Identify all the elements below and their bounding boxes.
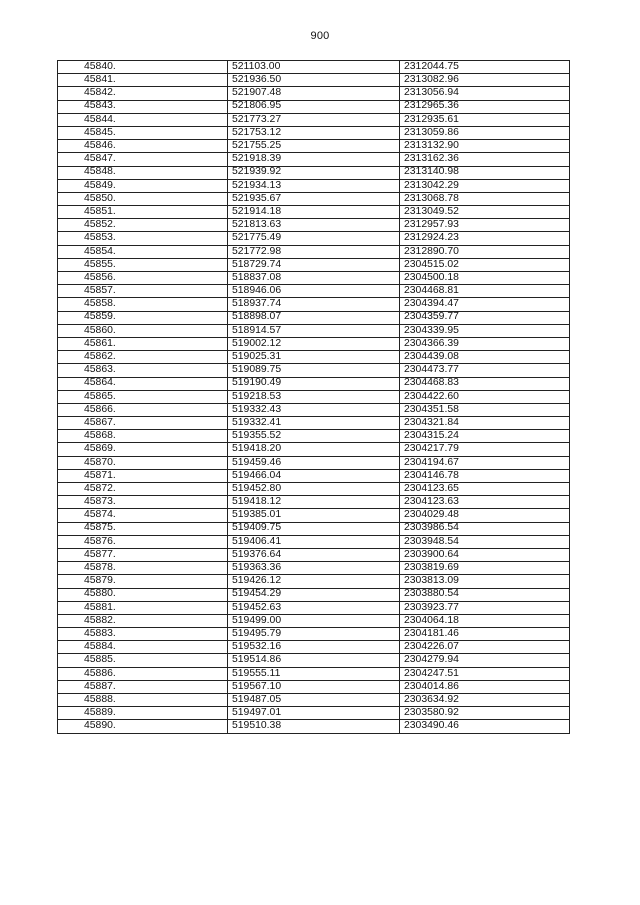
easting-cell: 519355.52	[228, 430, 400, 443]
northing-cell: 2304468.83	[400, 377, 570, 390]
northing-cell: 2303490.46	[400, 720, 570, 733]
northing-cell: 2304339.95	[400, 324, 570, 337]
northing-cell: 2313042.29	[400, 179, 570, 192]
point-number-cell: 45878.	[58, 562, 228, 575]
northing-cell: 2303813.09	[400, 575, 570, 588]
easting-cell: 521753.12	[228, 126, 400, 139]
easting-cell: 519332.43	[228, 403, 400, 416]
northing-cell: 2303986.54	[400, 522, 570, 535]
table-row	[58, 377, 570, 390]
table-row	[58, 614, 570, 627]
northing-cell: 2313140.98	[400, 166, 570, 179]
northing-cell: 2304181.46	[400, 628, 570, 641]
table-row	[58, 74, 570, 87]
table-row	[58, 522, 570, 535]
easting-cell: 519332.41	[228, 417, 400, 430]
point-number-cell: 45871.	[58, 469, 228, 482]
easting-cell: 519418.12	[228, 496, 400, 509]
easting-cell: 521936.50	[228, 74, 400, 87]
table-row	[58, 153, 570, 166]
easting-cell: 521918.39	[228, 153, 400, 166]
easting-cell: 521775.49	[228, 232, 400, 245]
point-number-cell: 45842.	[58, 87, 228, 100]
easting-cell: 519497.01	[228, 707, 400, 720]
point-number-cell: 45864.	[58, 377, 228, 390]
point-number-cell: 45851.	[58, 206, 228, 219]
point-number-cell: 45852.	[58, 219, 228, 232]
point-number-cell: 45847.	[58, 153, 228, 166]
easting-cell: 519452.80	[228, 483, 400, 496]
easting-cell: 519190.49	[228, 377, 400, 390]
point-number-cell: 45848.	[58, 166, 228, 179]
northing-cell: 2303580.92	[400, 707, 570, 720]
table-row	[58, 707, 570, 720]
northing-cell: 2313049.52	[400, 206, 570, 219]
northing-cell: 2304351.58	[400, 403, 570, 416]
point-number-cell: 45885.	[58, 654, 228, 667]
northing-cell: 2304226.07	[400, 641, 570, 654]
table-row	[58, 179, 570, 192]
northing-cell: 2303923.77	[400, 601, 570, 614]
point-number-cell: 45843.	[58, 100, 228, 113]
point-number-cell: 45862.	[58, 351, 228, 364]
table-row	[58, 443, 570, 456]
northing-cell: 2304473.77	[400, 364, 570, 377]
table-row	[58, 351, 570, 364]
table-row	[58, 667, 570, 680]
northing-cell: 2304146.78	[400, 469, 570, 482]
easting-cell: 521773.27	[228, 113, 400, 126]
point-number-cell: 45844.	[58, 113, 228, 126]
table-row	[58, 680, 570, 693]
easting-cell: 519406.41	[228, 535, 400, 548]
point-number-cell: 45854.	[58, 245, 228, 258]
point-number-cell: 45868.	[58, 430, 228, 443]
table-row	[58, 628, 570, 641]
easting-cell: 519452.63	[228, 601, 400, 614]
northing-cell: 2313059.86	[400, 126, 570, 139]
point-number-cell: 45888.	[58, 694, 228, 707]
coordinates-table	[57, 60, 570, 734]
point-number-cell: 45865.	[58, 390, 228, 403]
easting-cell: 519454.29	[228, 588, 400, 601]
easting-cell: 519499.00	[228, 614, 400, 627]
easting-cell: 518898.07	[228, 311, 400, 324]
table-row	[58, 535, 570, 548]
northing-cell: 2303948.54	[400, 535, 570, 548]
table-row	[58, 390, 570, 403]
northing-cell: 2304279.94	[400, 654, 570, 667]
northing-cell: 2312935.61	[400, 113, 570, 126]
point-number-cell: 45890.	[58, 720, 228, 733]
easting-cell: 521755.25	[228, 140, 400, 153]
easting-cell: 521813.63	[228, 219, 400, 232]
table-row	[58, 654, 570, 667]
table-row	[58, 100, 570, 113]
northing-cell: 2304515.02	[400, 258, 570, 271]
easting-cell: 518837.08	[228, 272, 400, 285]
point-number-cell: 45886.	[58, 667, 228, 680]
northing-cell: 2312890.70	[400, 245, 570, 258]
northing-cell: 2304500.18	[400, 272, 570, 285]
northing-cell: 2304247.51	[400, 667, 570, 680]
northing-cell: 2304422.60	[400, 390, 570, 403]
table-row	[58, 575, 570, 588]
northing-cell: 2304394.47	[400, 298, 570, 311]
table-row	[58, 87, 570, 100]
table-row	[58, 601, 570, 614]
table-row	[58, 272, 570, 285]
northing-cell: 2304217.79	[400, 443, 570, 456]
table-row	[58, 720, 570, 733]
point-number-cell: 45855.	[58, 258, 228, 271]
easting-cell: 521907.48	[228, 87, 400, 100]
easting-cell: 518729.74	[228, 258, 400, 271]
point-number-cell: 45866.	[58, 403, 228, 416]
table-row	[58, 483, 570, 496]
table-row	[58, 641, 570, 654]
northing-cell: 2303819.69	[400, 562, 570, 575]
easting-cell: 519426.12	[228, 575, 400, 588]
easting-cell: 519376.64	[228, 548, 400, 561]
table-row	[58, 311, 570, 324]
table-row	[58, 430, 570, 443]
point-number-cell: 45853.	[58, 232, 228, 245]
easting-cell: 521935.67	[228, 192, 400, 205]
point-number-cell: 45874.	[58, 509, 228, 522]
point-number-cell: 45883.	[58, 628, 228, 641]
table-row	[58, 588, 570, 601]
coordinates-table-body	[58, 61, 570, 734]
point-number-cell: 45882.	[58, 614, 228, 627]
easting-cell: 519385.01	[228, 509, 400, 522]
easting-cell: 519532.16	[228, 641, 400, 654]
table-row	[58, 496, 570, 509]
table-row	[58, 285, 570, 298]
easting-cell: 521914.18	[228, 206, 400, 219]
easting-cell: 519495.79	[228, 628, 400, 641]
northing-cell: 2313162.36	[400, 153, 570, 166]
point-number-cell: 45863.	[58, 364, 228, 377]
easting-cell: 519089.75	[228, 364, 400, 377]
table-row	[58, 337, 570, 350]
easting-cell: 521934.13	[228, 179, 400, 192]
table-row	[58, 206, 570, 219]
point-number-cell: 45846.	[58, 140, 228, 153]
northing-cell: 2312044.75	[400, 61, 570, 74]
table-row	[58, 61, 570, 74]
northing-cell: 2312924.23	[400, 232, 570, 245]
easting-cell: 519555.11	[228, 667, 400, 680]
easting-cell: 519363.36	[228, 562, 400, 575]
northing-cell: 2304366.39	[400, 337, 570, 350]
table-row	[58, 192, 570, 205]
point-number-cell: 45884.	[58, 641, 228, 654]
northing-cell: 2303900.64	[400, 548, 570, 561]
northing-cell: 2304194.67	[400, 456, 570, 469]
northing-cell: 2304123.65	[400, 483, 570, 496]
point-number-cell: 45889.	[58, 707, 228, 720]
point-number-cell: 45870.	[58, 456, 228, 469]
table-row	[58, 219, 570, 232]
easting-cell: 519002.12	[228, 337, 400, 350]
table-row	[58, 548, 570, 561]
northing-cell: 2304064.18	[400, 614, 570, 627]
table-row	[58, 403, 570, 416]
table-row	[58, 126, 570, 139]
northing-cell: 2313082.96	[400, 74, 570, 87]
easting-cell: 519218.53	[228, 390, 400, 403]
easting-cell: 519466.04	[228, 469, 400, 482]
easting-cell: 519459.46	[228, 456, 400, 469]
point-number-cell: 45881.	[58, 601, 228, 614]
table-row	[58, 113, 570, 126]
easting-cell: 519567.10	[228, 680, 400, 693]
point-number-cell: 45858.	[58, 298, 228, 311]
point-number-cell: 45880.	[58, 588, 228, 601]
easting-cell: 519025.31	[228, 351, 400, 364]
table-row	[58, 509, 570, 522]
table-row	[58, 232, 570, 245]
easting-cell: 521772.98	[228, 245, 400, 258]
table-row	[58, 469, 570, 482]
northing-cell: 2304439.08	[400, 351, 570, 364]
easting-cell: 519487.05	[228, 694, 400, 707]
northing-cell: 2313056.94	[400, 87, 570, 100]
northing-cell: 2312957.93	[400, 219, 570, 232]
point-number-cell: 45869.	[58, 443, 228, 456]
northing-cell: 2303634.92	[400, 694, 570, 707]
point-number-cell: 45887.	[58, 680, 228, 693]
northing-cell: 2304321.84	[400, 417, 570, 430]
table-row	[58, 456, 570, 469]
point-number-cell: 45860.	[58, 324, 228, 337]
point-number-cell: 45841.	[58, 74, 228, 87]
northing-cell: 2304014.86	[400, 680, 570, 693]
northing-cell: 2304029.48	[400, 509, 570, 522]
northing-cell: 2312965.36	[400, 100, 570, 113]
northing-cell: 2304315.24	[400, 430, 570, 443]
point-number-cell: 45876.	[58, 535, 228, 548]
table-row	[58, 417, 570, 430]
point-number-cell: 45879.	[58, 575, 228, 588]
table-row	[58, 245, 570, 258]
northing-cell: 2304123.63	[400, 496, 570, 509]
northing-cell: 2313068.78	[400, 192, 570, 205]
northing-cell: 2303880.54	[400, 588, 570, 601]
easting-cell: 521103.00	[228, 61, 400, 74]
table-row	[58, 364, 570, 377]
easting-cell: 518914.57	[228, 324, 400, 337]
table-row	[58, 324, 570, 337]
easting-cell: 518946.06	[228, 285, 400, 298]
point-number-cell: 45872.	[58, 483, 228, 496]
point-number-cell: 45859.	[58, 311, 228, 324]
point-number-cell: 45867.	[58, 417, 228, 430]
point-number-cell: 45873.	[58, 496, 228, 509]
point-number-cell: 45849.	[58, 179, 228, 192]
easting-cell: 521939.92	[228, 166, 400, 179]
easting-cell: 518937.74	[228, 298, 400, 311]
easting-cell: 519418.20	[228, 443, 400, 456]
table-row	[58, 694, 570, 707]
easting-cell: 521806.95	[228, 100, 400, 113]
northing-cell: 2304468.81	[400, 285, 570, 298]
table-row	[58, 298, 570, 311]
point-number-cell: 45861.	[58, 337, 228, 350]
easting-cell: 519409.75	[228, 522, 400, 535]
point-number-cell: 45856.	[58, 272, 228, 285]
northing-cell: 2313132.90	[400, 140, 570, 153]
easting-cell: 519514.86	[228, 654, 400, 667]
point-number-cell: 45875.	[58, 522, 228, 535]
table-row	[58, 258, 570, 271]
northing-cell: 2304359.77	[400, 311, 570, 324]
table-row	[58, 562, 570, 575]
table-row	[58, 166, 570, 179]
table-row	[58, 140, 570, 153]
point-number-cell: 45850.	[58, 192, 228, 205]
point-number-cell: 45857.	[58, 285, 228, 298]
point-number-cell: 45845.	[58, 126, 228, 139]
point-number-cell: 45840.	[58, 61, 228, 74]
point-number-cell: 45877.	[58, 548, 228, 561]
page-number: 900	[310, 30, 330, 42]
easting-cell: 519510.38	[228, 720, 400, 733]
